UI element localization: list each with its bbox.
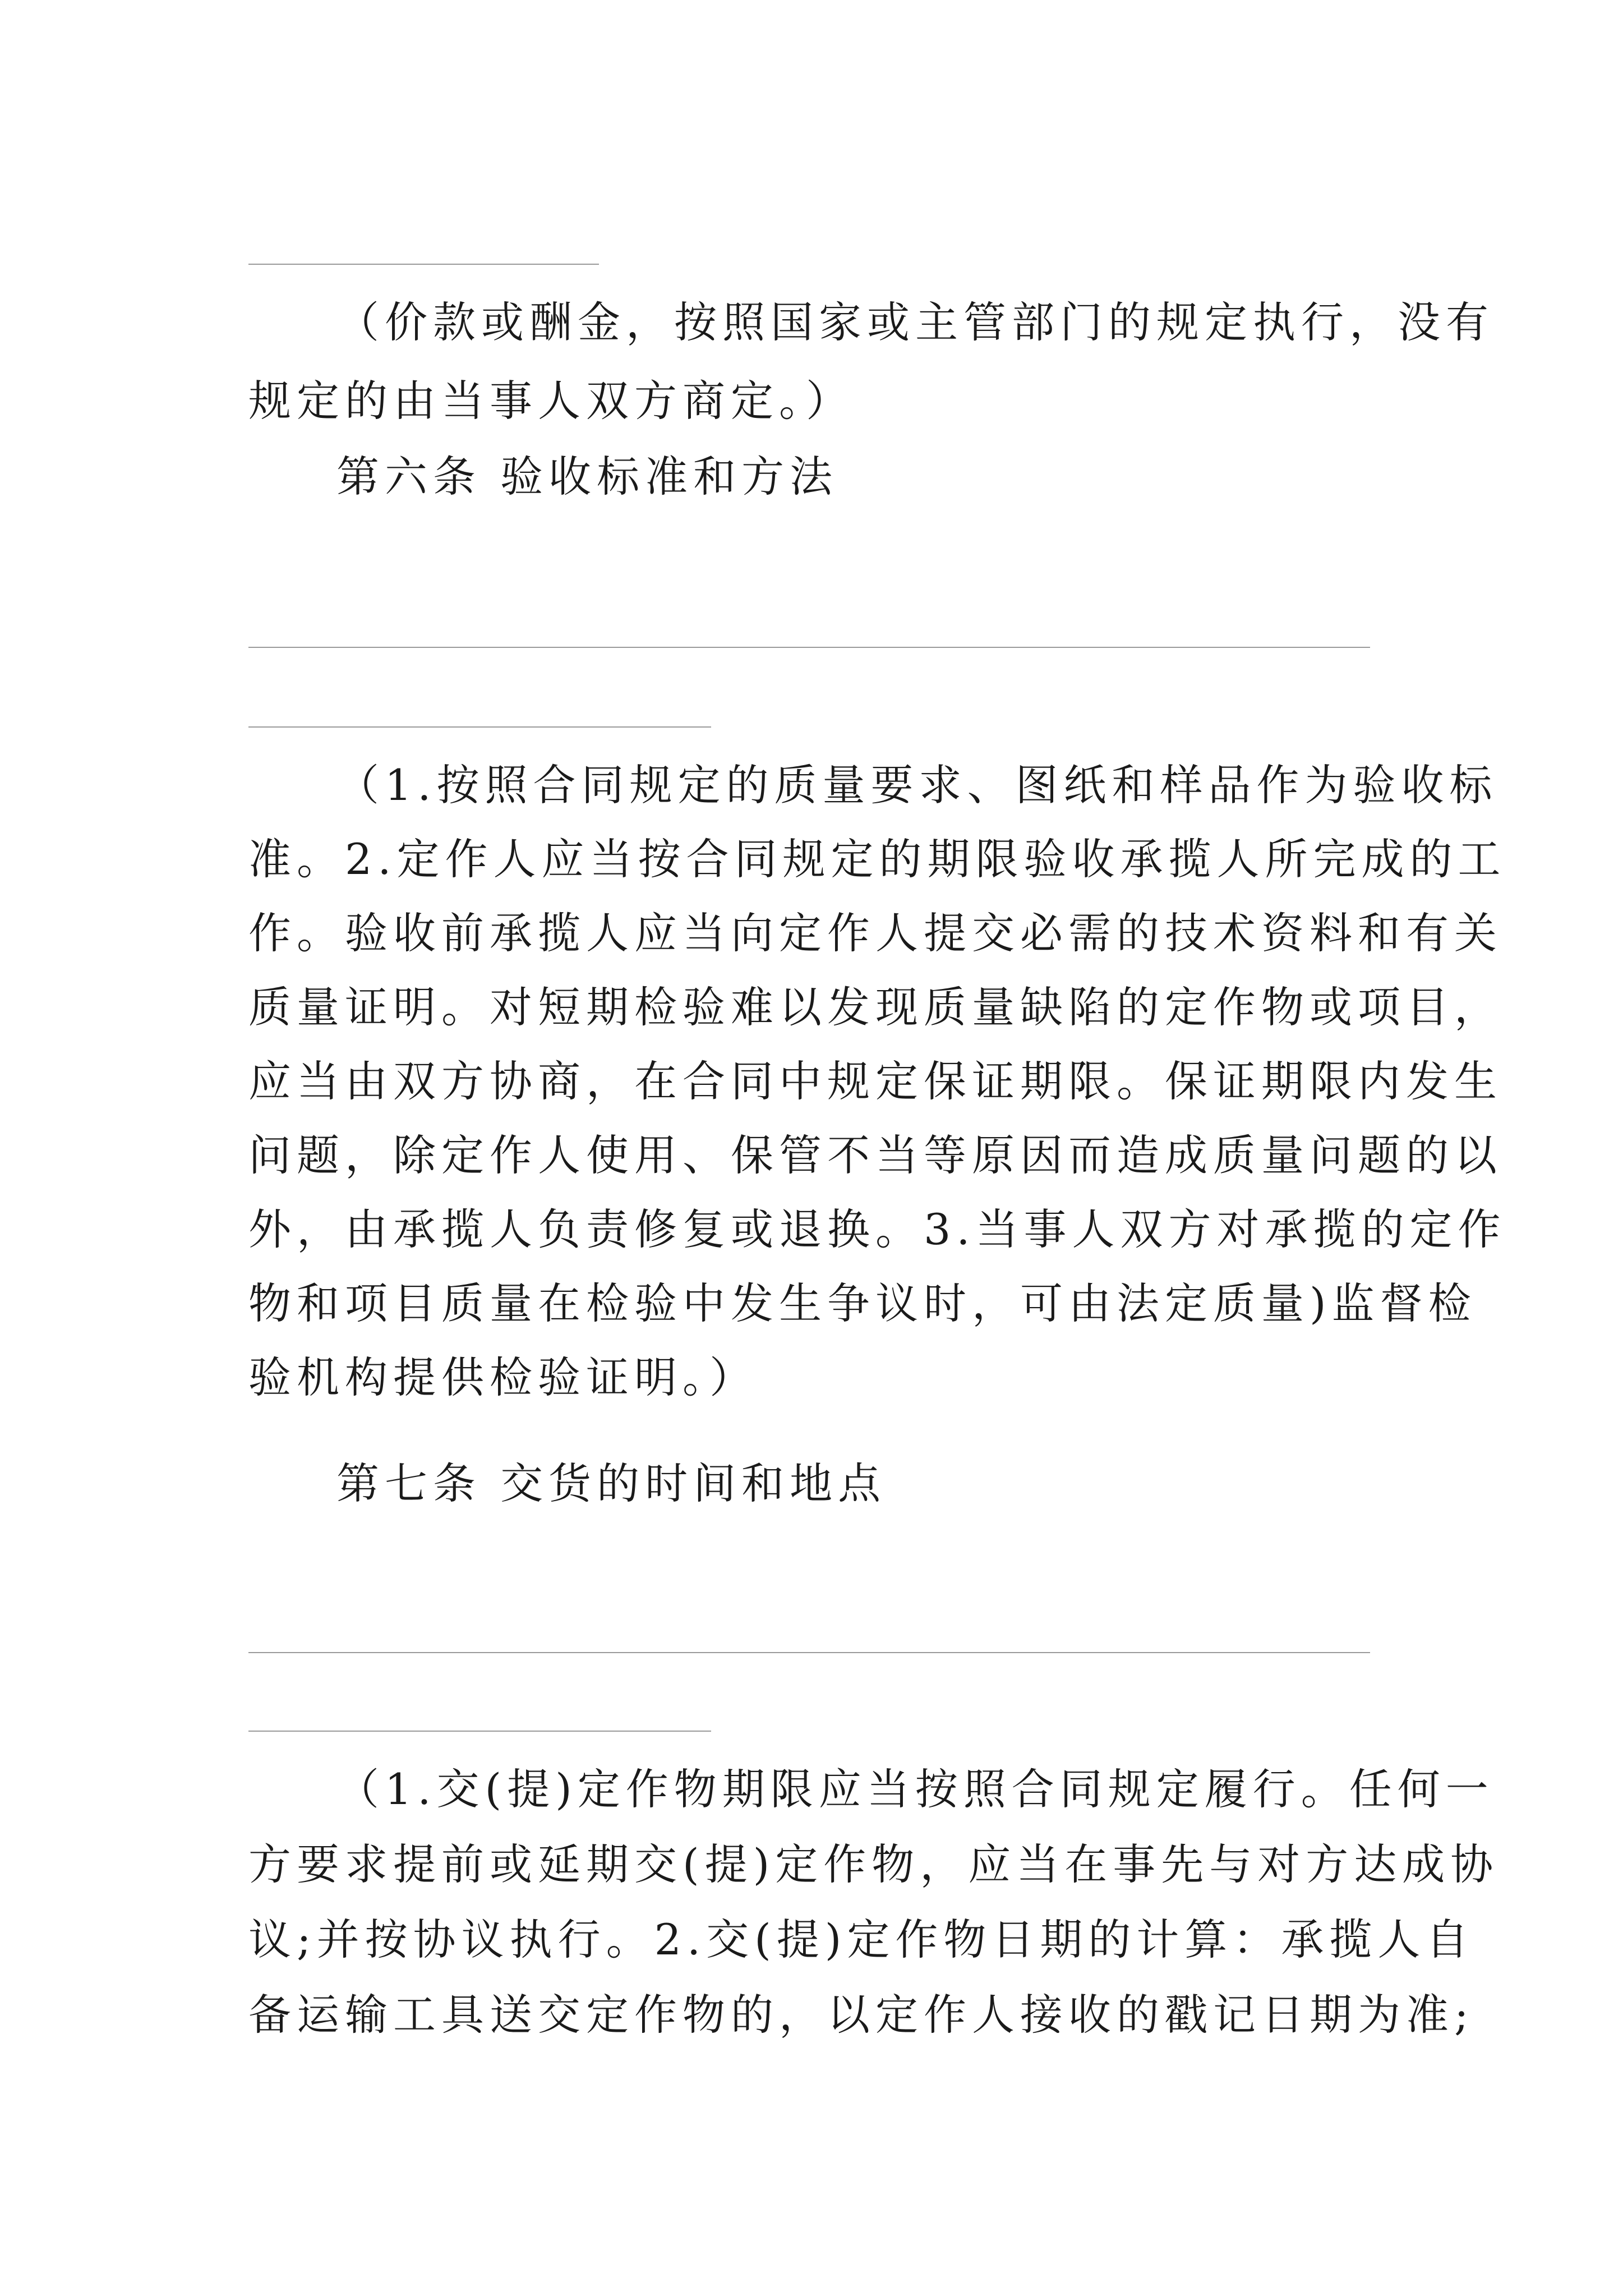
paragraph-line: 准。2.定作人应当按合同规定的期限验收承揽人所完成的工 [248, 834, 1506, 884]
blank-underline [248, 1731, 711, 1732]
paragraph-line: （1.按照合同规定的质量要求、图纸和样品作为验收标 [336, 760, 1498, 810]
paragraph-line: 规定的由当事人双方商定。） [248, 376, 854, 426]
paragraph-line: 作。验收前承揽人应当向定作人提交必需的技术资料和有关 [248, 908, 1502, 958]
blank-underline [248, 647, 1370, 648]
paragraph-line: 备运输工具送交定作物的，以定作人接收的戳记日期为准; [248, 1990, 1474, 2040]
paragraph-line: 应当由双方协商，在合同中规定保证期限。保证期限内发生 [248, 1056, 1502, 1106]
paragraph-line: 方要求提前或延期交(提)定作物，应当在事先与对方达成协 [248, 1839, 1499, 1889]
paragraph-line: （价款或酬金，按照国家或主管部门的规定执行，没有 [336, 297, 1494, 347]
paragraph-line: 质量证明。对短期检验难以发现质量缺陷的定作物或项目， [248, 982, 1502, 1032]
blank-underline [248, 726, 711, 728]
section-heading: 第六条 验收标准和方法 [336, 452, 838, 501]
section-heading: 第七条 交货的时间和地点 [336, 1458, 887, 1508]
blank-underline [248, 264, 599, 265]
paragraph-line: 物和项目质量在检验中发生争议时，可由法定质量)监督检 [248, 1278, 1477, 1328]
paragraph-line: 验机构提供检验证明。） [248, 1352, 758, 1402]
paragraph-line: （1.交(提)定作物期限应当按照合同规定履行。任何一 [336, 1764, 1494, 1814]
paragraph-line: 外，由承揽人负责修复或退换。3.当事人双方对承揽的定作 [248, 1204, 1506, 1254]
blank-underline [248, 1652, 1370, 1653]
paragraph-line: 议;并按协议执行。2.交(提)定作物日期的计算：承揽人自 [248, 1915, 1474, 1964]
paragraph-line: 问题，除定作人使用、保管不当等原因而造成质量问题的以 [248, 1130, 1502, 1180]
